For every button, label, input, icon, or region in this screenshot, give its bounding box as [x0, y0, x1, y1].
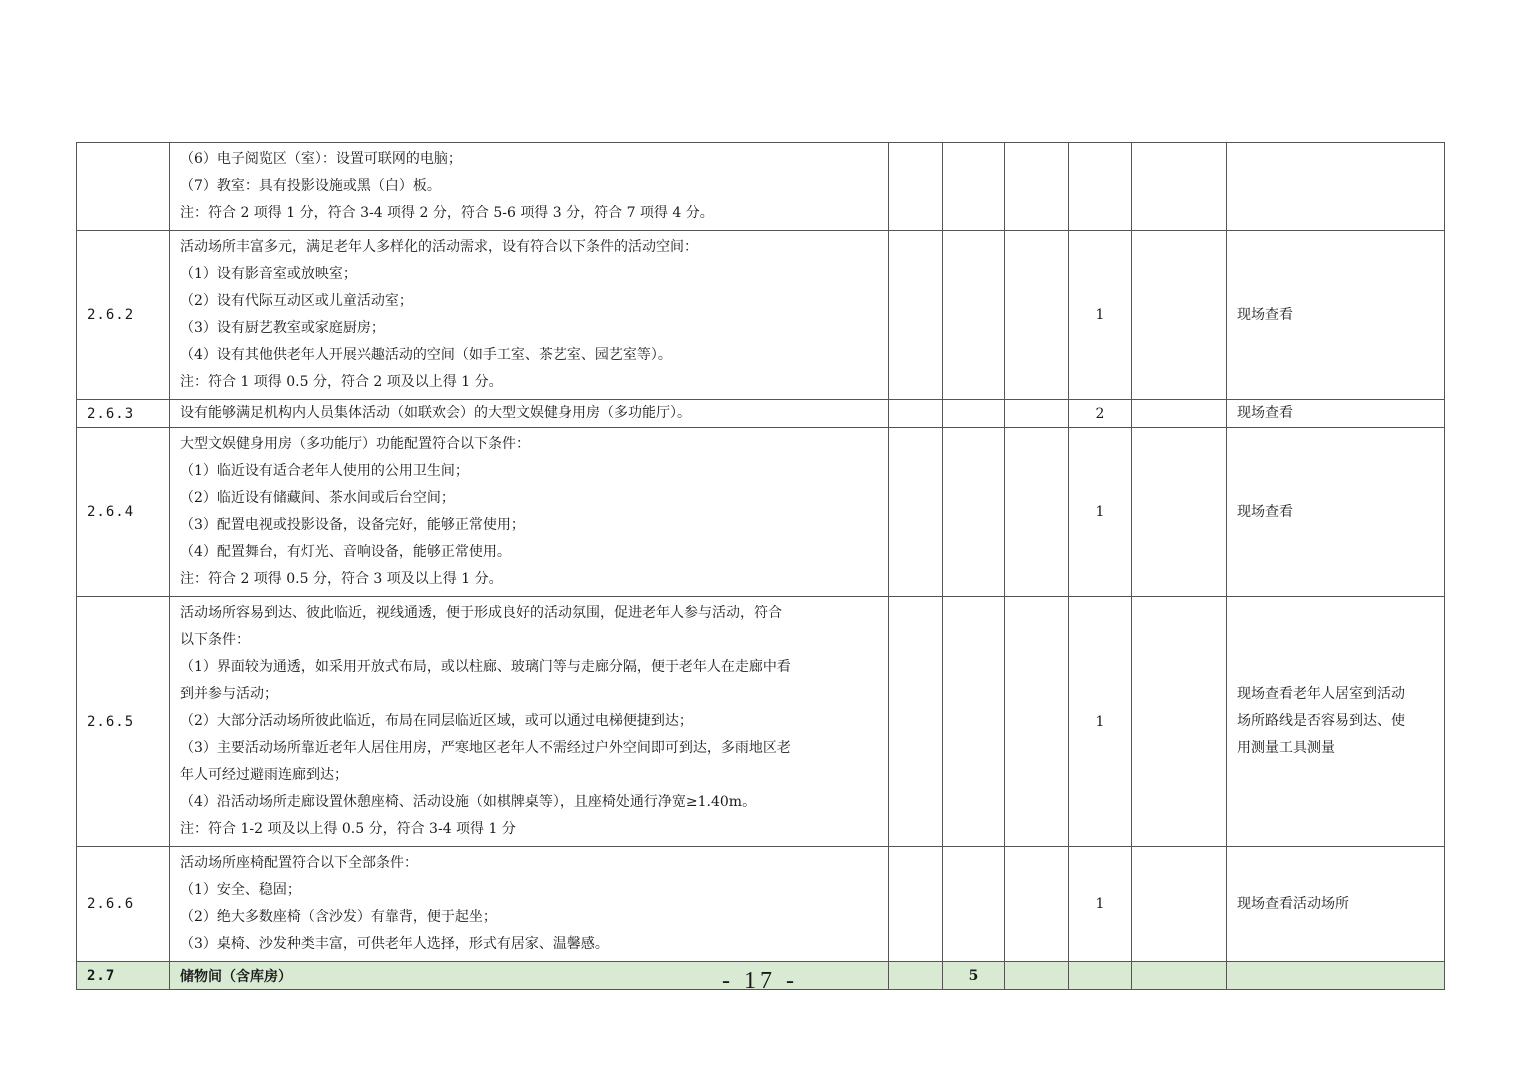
empty-cell — [1005, 143, 1069, 231]
description-line: （2）设有代际互动区或儿童活动室； — [180, 293, 413, 309]
description-line: 注：符合 2 项得 0.5 分，符合 3 项及以上得 1 分。 — [180, 571, 503, 587]
section-code: 2.7 — [77, 962, 170, 990]
section-title: 储物间（含库房） — [170, 962, 889, 990]
table-row — [77, 428, 1445, 597]
method-line: 场所路线是否容易到达、使 — [1237, 713, 1405, 729]
method-line: 现场查看活动场所 — [1237, 895, 1349, 912]
description-line: （7）教室：具有投影设施或黑（白）板。 — [180, 178, 441, 194]
evaluation-method — [1227, 847, 1445, 962]
method-line: 现场查看老年人居室到活动 — [1237, 686, 1405, 702]
method-line: 现场查看 — [1237, 306, 1293, 323]
description-line: （4）配置舞台，有灯光、音响设备，能够正常使用。 — [180, 544, 511, 560]
evaluation-method — [1227, 428, 1445, 597]
description-line: 活动场所容易到达、彼此临近，视线通透，便于形成良好的活动氛围，促进老年人参与活动，符合 — [180, 605, 782, 621]
evaluation-method — [1227, 400, 1445, 428]
description-line: （2）临近设有储藏间、茶水间或后台空间； — [180, 490, 455, 506]
table-row — [77, 400, 1445, 428]
description-line: 设有能够满足机构内人员集体活动（如联欢会）的大型文娱健身用房（多功能厅）。 — [180, 405, 691, 421]
page-number: - 17 - — [722, 968, 798, 994]
empty-cell — [943, 400, 1005, 428]
item-code: 2.6.2 — [77, 231, 170, 400]
description-line: （1）安全、稳固； — [180, 882, 301, 898]
description-line: （6）电子阅览区（室）：设置可联网的电脑； — [180, 151, 462, 167]
item-score: 1 — [1069, 231, 1132, 400]
empty-cell — [889, 143, 943, 231]
description-line: （1）临近设有适合老年人使用的公用卫生间； — [180, 463, 469, 479]
empty-cell — [889, 597, 943, 847]
empty-cell — [1132, 400, 1227, 428]
item-code: 2.6.6 — [77, 847, 170, 962]
empty-cell — [1132, 847, 1227, 962]
item-score: 1 — [1069, 847, 1132, 962]
item-code: 2.6.5 — [77, 597, 170, 847]
description-line: （4）设有其他供老年人开展兴趣活动的空间（如手工室、茶艺室、园艺室等）。 — [180, 347, 672, 363]
description-line: （3）设有厨艺教室或家庭厨房； — [180, 320, 385, 336]
description-line: 大型文娱健身用房（多功能厅）功能配置符合以下条件： — [180, 436, 530, 452]
empty-cell — [1132, 597, 1227, 847]
evaluation-method — [1227, 597, 1445, 847]
description-line: 活动场所丰富多元，满足老年人多样化的活动需求，设有符合以下条件的活动空间： — [180, 239, 698, 255]
table-row — [77, 597, 1445, 847]
empty-cell — [943, 231, 1005, 400]
empty-cell — [1005, 847, 1069, 962]
item-description — [170, 143, 889, 231]
item-description — [170, 231, 889, 400]
item-description — [170, 428, 889, 597]
item-description — [170, 400, 889, 428]
description-line: （3）主要活动场所靠近老年人居住用房，严寒地区老年人不需经过户外空间即可到达，多雨地区老 — [180, 740, 791, 756]
empty-cell — [943, 143, 1005, 231]
empty-cell — [1005, 400, 1069, 428]
item-code: 2.6.3 — [77, 400, 170, 428]
method-line: 用测量工具测量 — [1237, 740, 1335, 756]
description-line: 注：符合 1 项得 0.5 分，符合 2 项及以上得 1 分。 — [180, 374, 503, 390]
description-line: （2）绝大多数座椅（含沙发）有靠背，便于起坐； — [180, 909, 497, 925]
empty-cell — [943, 428, 1005, 597]
table-row — [77, 231, 1445, 400]
description-line: 注：符合 1-2 项及以上得 0.5 分，符合 3-4 项得 1 分 — [180, 821, 516, 837]
item-score: 1 — [1069, 428, 1132, 597]
item-score: 2 — [1069, 400, 1132, 428]
section-total: 5 — [943, 962, 1005, 990]
empty-cell — [1005, 428, 1069, 597]
description-line: （3）桌椅、沙发种类丰富，可供老年人选择，形式有居家、温馨感。 — [180, 936, 609, 952]
item-code — [77, 143, 170, 231]
empty-cell — [1005, 597, 1069, 847]
empty-cell — [889, 847, 943, 962]
description-line: （1）界面较为通透，如采用开放式布局，或以柱廊、玻璃门等与走廊分隔，便于老年人在走廊中看 — [180, 659, 791, 675]
table-row — [77, 847, 1445, 962]
description-line: （2）大部分活动场所彼此临近，布局在同层临近区域，或可以通过电梯便捷到达； — [180, 713, 693, 729]
empty-cell — [943, 597, 1005, 847]
empty-cell — [1132, 143, 1227, 231]
empty-cell — [1132, 231, 1227, 400]
description-line: 注：符合 2 项得 1 分，符合 3-4 项得 2 分，符合 5-6 项得 3 分，符合 7 项得 4 分。 — [180, 205, 714, 221]
evaluation-method — [1227, 143, 1445, 231]
description-line: 活动场所座椅配置符合以下全部条件： — [180, 855, 418, 871]
evaluation-method — [1227, 231, 1445, 400]
evaluation-table — [76, 142, 1445, 990]
item-score: 1 — [1069, 597, 1132, 847]
empty-cell — [889, 231, 943, 400]
table-row — [77, 143, 1445, 231]
empty-cell — [889, 428, 943, 597]
item-description — [170, 597, 889, 847]
method-line: 现场查看 — [1237, 503, 1293, 520]
empty-cell — [1132, 428, 1227, 597]
description-line: 到并参与活动； — [180, 686, 278, 702]
description-line: （4）沿活动场所走廊设置休憩座椅、活动设施（如棋牌桌等），且座椅处通行净宽≥1.40m。 — [180, 794, 757, 810]
description-line: （1）设有影音室或放映室； — [180, 266, 357, 282]
description-line: （3）配置电视或投影设备，设备完好，能够正常使用； — [180, 517, 525, 533]
method-line: 现场查看 — [1237, 405, 1293, 421]
empty-cell — [943, 847, 1005, 962]
item-score — [1069, 143, 1132, 231]
empty-cell — [1005, 231, 1069, 400]
empty-cell — [889, 400, 943, 428]
table-body — [77, 143, 1445, 990]
item-description — [170, 847, 889, 962]
item-code: 2.6.4 — [77, 428, 170, 597]
description-line: 以下条件： — [180, 632, 250, 648]
description-line: 年人可经过避雨连廊到达； — [180, 767, 348, 783]
